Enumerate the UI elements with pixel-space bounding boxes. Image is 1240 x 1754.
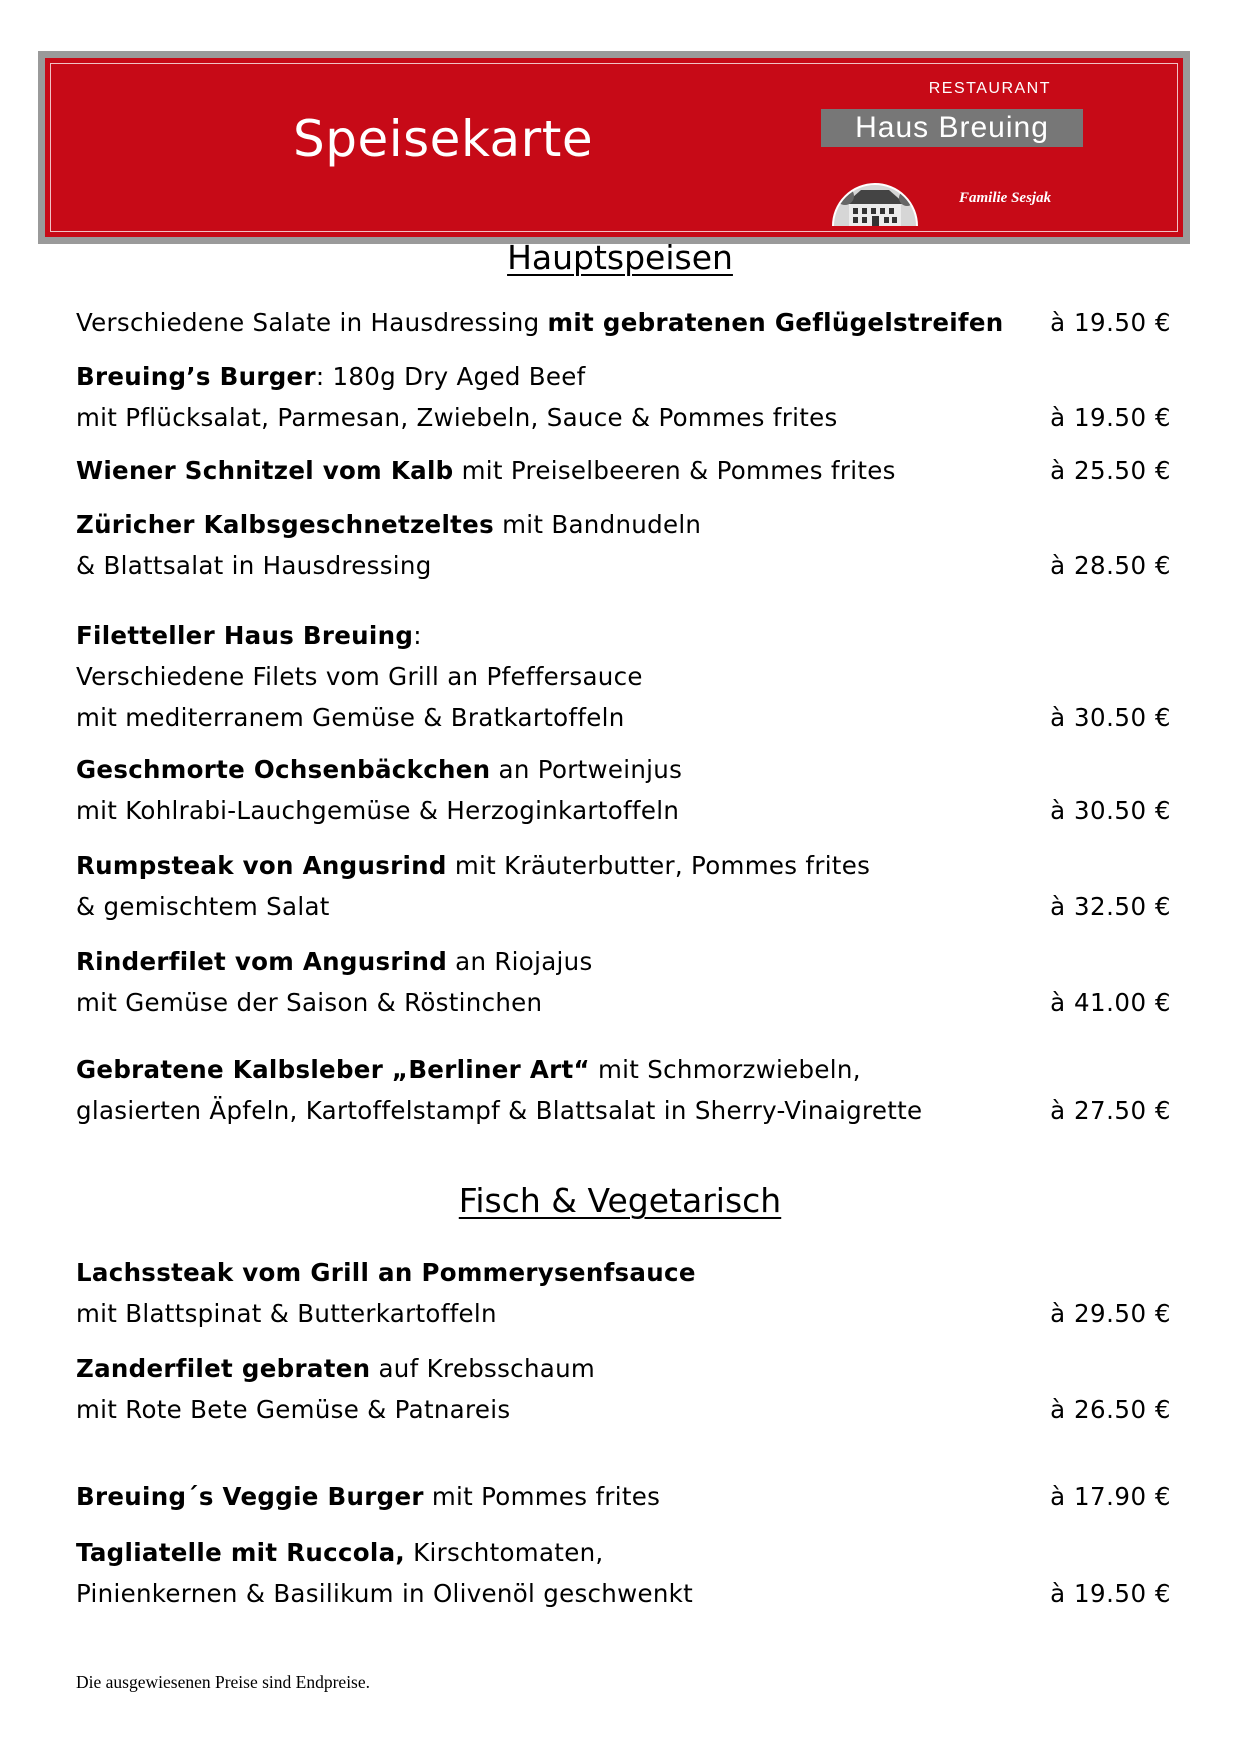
menu-item-line — [76, 1090, 1171, 1131]
page-title: Speisekarte — [293, 110, 594, 168]
menu-header — [38, 51, 1190, 244]
dish-name: Tagliatelle mit Ruccola, — [76, 1538, 406, 1567]
restaurant-name: Haus Breuing — [821, 109, 1083, 147]
dish-description: glasierten Äpfeln, Kartoffelstampf & Blattsalat in Sherry-Vinaigrette — [76, 1096, 923, 1125]
header-red-panel — [45, 58, 1183, 237]
dish-description: mit Blattspinat & Butterkartoffeln — [76, 1299, 497, 1328]
dish-description: mit Bandnudeln — [493, 510, 702, 539]
dish-description: an Riojajus — [447, 947, 593, 976]
dish-description: an Portweinjus — [490, 755, 683, 784]
dish-name: Rumpsteak von Angusrind — [76, 851, 447, 880]
menu-item — [76, 450, 1171, 491]
restaurant-label: RESTAURANT — [928, 80, 1051, 97]
menu-item-line — [76, 749, 1171, 790]
menu-item-line — [76, 697, 1171, 738]
menu-item-line — [76, 982, 1171, 1023]
dish-description: : 180g Dry Aged Beef — [315, 362, 586, 391]
menu-item-line — [76, 656, 1171, 697]
menu-item-line — [76, 845, 1171, 886]
menu-item — [76, 1476, 1171, 1517]
menu-item-line — [76, 941, 1171, 982]
menu-item-price: à 30.50 € — [1050, 796, 1171, 825]
menu-item — [76, 504, 1171, 586]
menu-item — [76, 302, 1171, 343]
menu-item-price: à 19.50 € — [1050, 1579, 1171, 1608]
menu-item-line — [76, 302, 1171, 343]
menu-item-line — [76, 1476, 1171, 1517]
dish-description: mit Kräuterbutter, Pommes frites — [446, 851, 871, 880]
menu-item-line — [76, 450, 1171, 491]
menu-item-price: à 26.50 € — [1050, 1395, 1171, 1424]
dish-description: mit Kohlrabi-Lauchgemüse & Herzoginkartoffeln — [76, 796, 680, 825]
dish-description: mit Gemüse der Saison & Röstinchen — [76, 988, 543, 1017]
menu-item — [76, 1252, 1171, 1334]
menu-item-line — [76, 356, 1171, 397]
dish-name: Gebratene Kalbsleber „Berliner Art“ — [76, 1055, 590, 1084]
menu-item-price: à 41.00 € — [1050, 988, 1171, 1017]
menu-item-price: à 27.50 € — [1050, 1096, 1171, 1125]
dish-name: Breuing´s Veggie Burger — [76, 1482, 424, 1511]
dish-name: Filetteller Haus Breuing — [76, 621, 414, 650]
menu-item-line — [76, 1389, 1171, 1430]
menu-item-line — [76, 615, 1171, 656]
menu-item — [76, 1532, 1171, 1614]
menu-item-line — [76, 1348, 1171, 1389]
dish-description: Kirschtomaten, — [405, 1538, 604, 1567]
menu-item-price: à 29.50 € — [1050, 1299, 1171, 1328]
dish-description: : — [413, 621, 422, 650]
menu-item-line — [76, 1252, 1171, 1293]
dish-name: Geschmorte Ochsenbäckchen — [76, 755, 491, 784]
menu-item — [76, 356, 1171, 438]
dish-description: mit Pommes frites — [423, 1482, 661, 1511]
menu-item — [76, 749, 1171, 831]
dish-name: Züricher Kalbsgeschnetzeltes — [76, 510, 494, 539]
dish-name: Rinderfilet vom Angusrind — [76, 947, 448, 976]
menu-item-line — [76, 1532, 1171, 1573]
menu-item-line — [76, 1573, 1171, 1614]
menu-item-price: à 19.50 € — [1050, 403, 1171, 432]
menu-item-line — [76, 1293, 1171, 1334]
menu-item-line — [76, 790, 1171, 831]
menu-item — [76, 845, 1171, 927]
menu-item-line — [76, 545, 1171, 586]
dish-name: Lachssteak vom Grill an Pommerysenfsauce — [76, 1258, 696, 1287]
menu-item-price: à 30.50 € — [1050, 703, 1171, 732]
menu-item-line — [76, 886, 1171, 927]
menu-item-line — [76, 397, 1171, 438]
menu-item — [76, 1348, 1171, 1430]
menu-item — [76, 615, 1171, 738]
dish-name: Wiener Schnitzel vom Kalb — [76, 456, 454, 485]
section-title-fisch-vegetarisch: Fisch & Vegetarisch — [458, 1181, 782, 1220]
menu-item-price: à 25.50 € — [1050, 456, 1171, 485]
house-drawing-icon — [831, 160, 919, 226]
menu-item — [76, 941, 1171, 1023]
dish-description: auf Krebsschaum — [370, 1354, 596, 1383]
dish-description: Verschiedene Filets vom Grill an Pfeffersauce — [76, 662, 643, 691]
menu-item — [76, 1049, 1171, 1131]
dish-name: Breuing’s Burger — [76, 362, 316, 391]
dish-description: mit Rote Bete Gemüse & Patnareis — [76, 1395, 511, 1424]
menu-item-price: à 19.50 € — [1050, 308, 1171, 337]
dish-description: mit mediterranem Gemüse & Bratkartoffeln — [76, 703, 625, 732]
dish-name: Zanderfilet gebraten — [76, 1354, 371, 1383]
dish-description: & Blattsalat in Hausdressing — [76, 551, 432, 580]
menu-item-price: à 28.50 € — [1050, 551, 1171, 580]
menu-item-line — [76, 1049, 1171, 1090]
menu-item-price: à 17.90 € — [1050, 1482, 1171, 1511]
dish-description: mit Pflücksalat, Parmesan, Zwiebeln, Sauce & Pommes frites — [76, 403, 838, 432]
dish-description: mit Schmorzwiebeln, — [589, 1055, 861, 1084]
price-footnote: Die ausgewiesenen Preise sind Endpreise. — [76, 1672, 371, 1692]
dish-description: & gemischtem Salat — [76, 892, 330, 921]
dish-name: mit gebratenen Geflügelstreifen — [547, 308, 1004, 337]
menu-item-line — [76, 504, 1171, 545]
dish-description: Pinienkernen & Basilikum in Olivenöl geschwenkt — [76, 1579, 694, 1608]
dish-description: mit Preiselbeeren & Pommes frites — [453, 456, 896, 485]
dish-description: Verschiedene Salate in Hausdressing — [76, 308, 548, 337]
menu-item-price: à 32.50 € — [1050, 892, 1171, 921]
family-signature: Familie Sesjak — [959, 190, 1052, 206]
section-title-hauptspeisen: Hauptspeisen — [507, 238, 733, 277]
